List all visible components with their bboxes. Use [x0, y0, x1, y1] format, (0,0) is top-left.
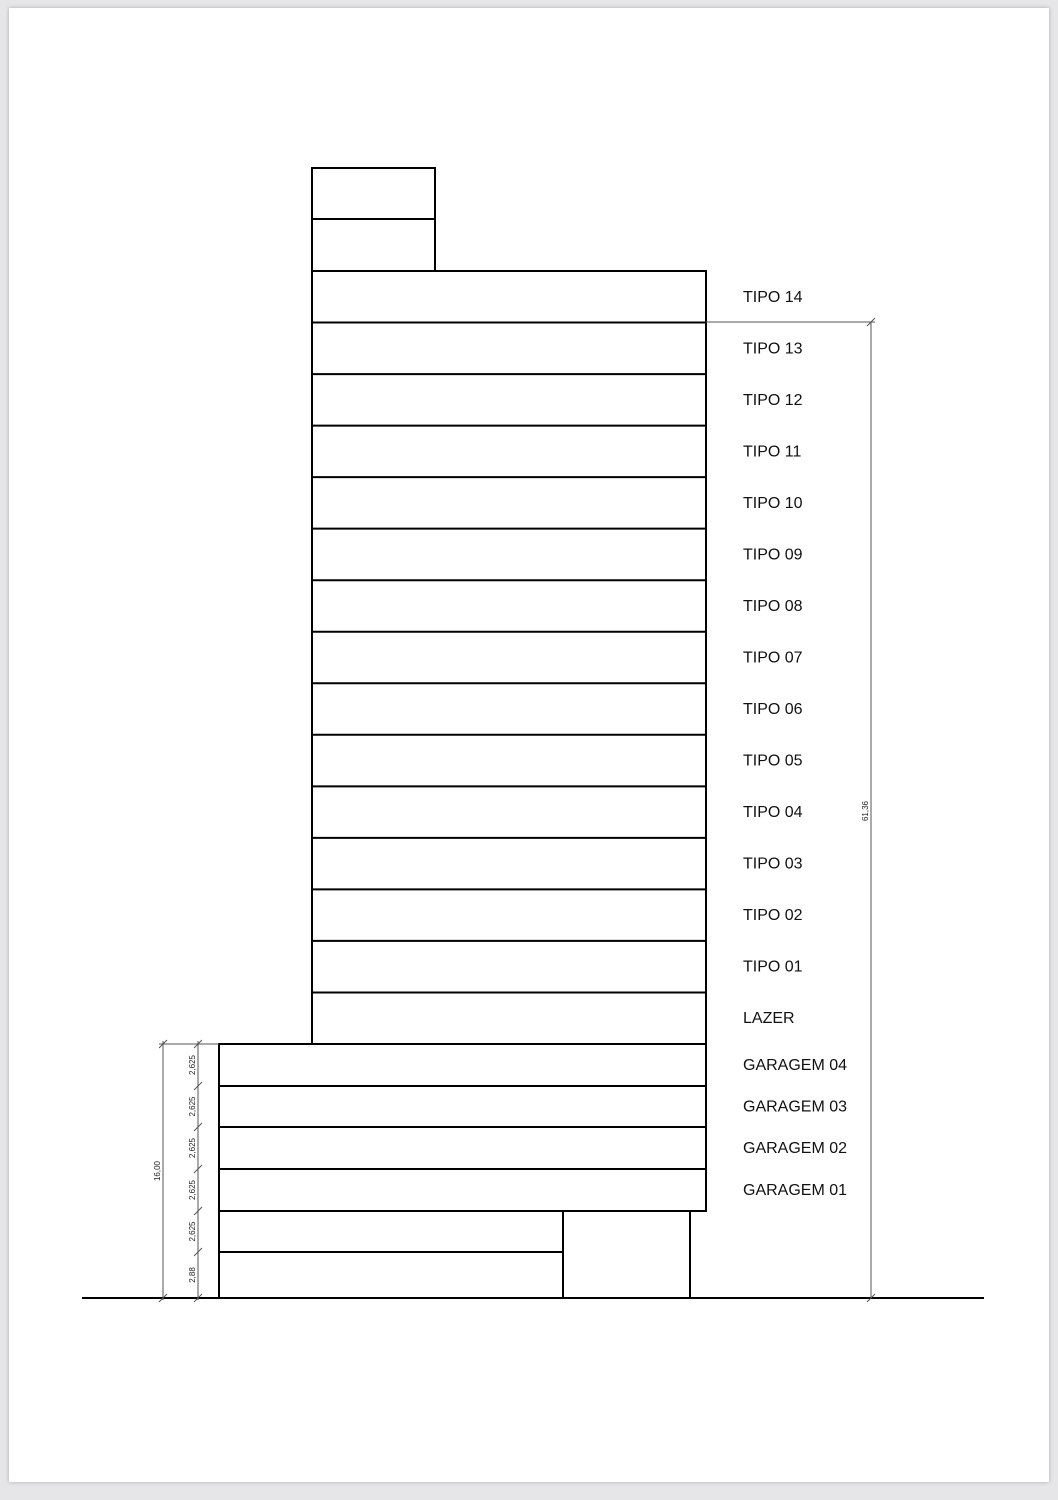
floor-label: TIPO 05	[743, 752, 803, 770]
floor-label: GARAGEM 03	[743, 1098, 848, 1116]
floor-label: TIPO 02	[743, 907, 803, 925]
floor-label: TIPO 11	[743, 443, 802, 461]
floor-label: GARAGEM 04	[743, 1057, 848, 1074]
floor-label: TIPO 03	[743, 855, 803, 873]
floor-label: TIPO 09	[743, 546, 803, 564]
floor-label: GARAGEM 01	[743, 1182, 848, 1199]
level-dimension-text: 2,625	[188, 1096, 197, 1117]
total-height-dimension-text: 61,36	[861, 800, 870, 822]
floor-label: TIPO 07	[743, 649, 803, 667]
level-dimension-text: 2,625	[188, 1137, 197, 1159]
floor-label: GARAGEM 02	[743, 1140, 848, 1157]
floor-label: TIPO 06	[743, 701, 803, 719]
level-dimension-text: 2,625	[188, 1054, 197, 1076]
floor-label: TIPO 10	[743, 494, 803, 512]
floor-label: LAZER	[743, 1010, 795, 1028]
level-dimension-text: 2,88	[188, 1267, 197, 1283]
tower-outline	[312, 271, 706, 1044]
floor-label: TIPO 13	[743, 340, 803, 358]
floor-label: TIPO 04	[743, 804, 803, 822]
base-height-dimension-text: 16,00	[153, 1160, 162, 1182]
level-dimension-text: 2,625	[188, 1179, 197, 1201]
floor-label: TIPO 01	[743, 958, 803, 976]
level-dimension-text: 2,625	[188, 1221, 197, 1242]
floor-label: TIPO 14	[743, 288, 803, 306]
floor-label: TIPO 08	[743, 597, 803, 615]
floor-label: TIPO 12	[743, 391, 803, 409]
building-elevation-drawing	[9, 8, 1049, 1482]
drawing-sheet	[9, 8, 1049, 1482]
